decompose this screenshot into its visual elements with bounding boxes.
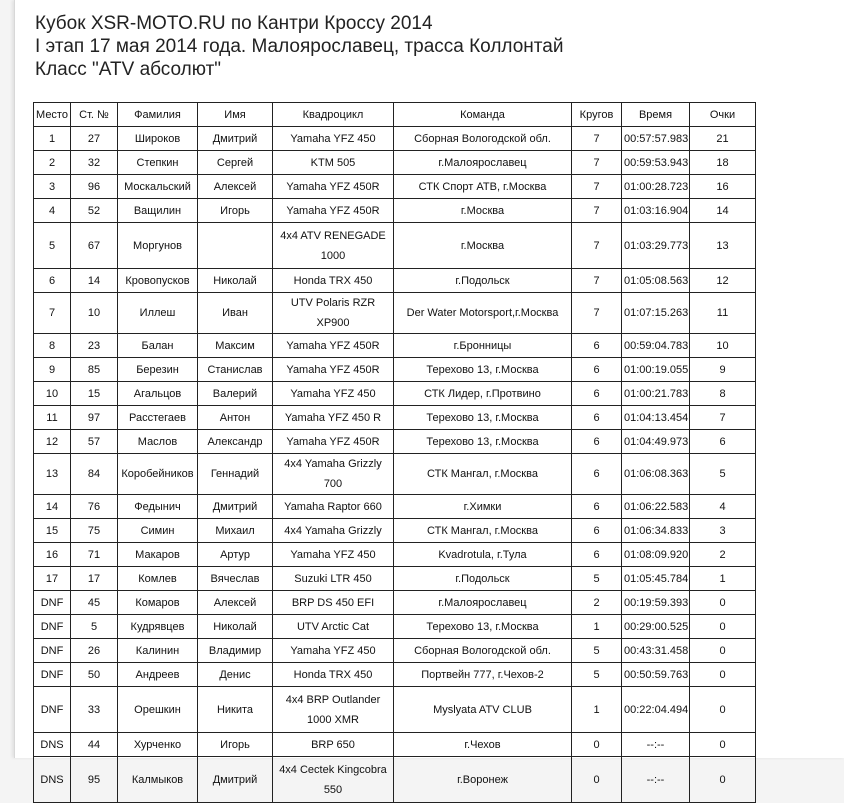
cell-laps: 7 [572, 199, 622, 223]
cell-vehicle: UTV Polaris RZR XP900 [273, 293, 394, 334]
table-row [34, 519, 756, 543]
cell-start-number: 33 [71, 687, 118, 733]
cell-place: 5 [34, 223, 71, 269]
cell-points: 0 [690, 687, 756, 733]
cell-vehicle: Yamaha YFZ 450 R [273, 406, 394, 430]
table-row [34, 454, 756, 495]
cell-time: --:-- [622, 757, 690, 803]
cell-time: 01:05:45.784 [622, 567, 690, 591]
cell-surname: Комаров [118, 591, 198, 615]
cell-start-number: 95 [71, 757, 118, 803]
cell-first-name: Игорь [198, 199, 273, 223]
cell-place: 4 [34, 199, 71, 223]
cell-start-number: 96 [71, 175, 118, 199]
document-page [14, 0, 844, 796]
cell-time: 01:04:13.454 [622, 406, 690, 430]
cell-laps: 7 [572, 269, 622, 293]
table-row [34, 151, 756, 175]
cell-points: 3 [690, 519, 756, 543]
cell-team: Портвейн 777, г.Чехов-2 [394, 663, 572, 687]
cell-first-name: Алексей [198, 175, 273, 199]
cell-points: 5 [690, 454, 756, 495]
cell-team: Терехово 13, г.Москва [394, 358, 572, 382]
cell-points: 0 [690, 591, 756, 615]
table-row [34, 358, 756, 382]
cell-place: 16 [34, 543, 71, 567]
cell-first-name: Михаил [198, 519, 273, 543]
cell-team: г.Химки [394, 495, 572, 519]
cell-team: г.Подольск [394, 567, 572, 591]
cell-first-name [198, 223, 273, 269]
cell-surname: Калмыков [118, 757, 198, 803]
cell-surname: Орешкин [118, 687, 198, 733]
cell-vehicle: Honda TRX 450 [273, 269, 394, 293]
cell-first-name: Иван [198, 293, 273, 334]
cell-start-number: 71 [71, 543, 118, 567]
cell-laps: 6 [572, 430, 622, 454]
cell-laps: 5 [572, 567, 622, 591]
cell-vehicle: Yamaha YFZ 450R [273, 175, 394, 199]
cell-place: DNF [34, 591, 71, 615]
cell-team: г.Малоярославец [394, 151, 572, 175]
cell-surname: Березин [118, 358, 198, 382]
cell-points: 12 [690, 269, 756, 293]
cell-time: 01:06:22.583 [622, 495, 690, 519]
cell-vehicle: Yamaha YFZ 450R [273, 430, 394, 454]
cell-laps: 6 [572, 543, 622, 567]
cell-start-number: 10 [71, 293, 118, 334]
cell-team: СТК Мангал, г.Москва [394, 454, 572, 495]
cell-start-number: 84 [71, 454, 118, 495]
cell-time: 01:03:29.773 [622, 223, 690, 269]
table-row [34, 495, 756, 519]
table-row [34, 543, 756, 567]
cell-team: Kvadrotula, г.Тула [394, 543, 572, 567]
cell-first-name: Николай [198, 269, 273, 293]
cell-surname: Расстегаев [118, 406, 198, 430]
cell-vehicle: Yamaha YFZ 450 [273, 543, 394, 567]
cell-surname: Агальцов [118, 382, 198, 406]
column-header-points: Очки [690, 103, 756, 127]
cell-team: г.Москва [394, 223, 572, 269]
cell-points: 0 [690, 615, 756, 639]
cell-first-name: Валерий [198, 382, 273, 406]
cell-points: 7 [690, 406, 756, 430]
cell-time: 00:19:59.393 [622, 591, 690, 615]
cup-title: Кубок XSR-MOTO.RU по Кантри Кроссу 2014 [35, 13, 433, 34]
cell-first-name: Игорь [198, 733, 273, 757]
results-table [33, 102, 756, 803]
cell-laps: 7 [572, 175, 622, 199]
cell-start-number: 57 [71, 430, 118, 454]
cell-surname: Ващилин [118, 199, 198, 223]
cell-time: 00:29:00.525 [622, 615, 690, 639]
cell-laps: 6 [572, 334, 622, 358]
cell-start-number: 27 [71, 127, 118, 151]
cell-team: Der Water Motorsport,г.Москва [394, 293, 572, 334]
cell-surname: Балан [118, 334, 198, 358]
cell-vehicle: BRP 650 [273, 733, 394, 757]
cell-vehicle: 4x4 BRP Outlander 1000 XMR [273, 687, 394, 733]
table-row [34, 757, 756, 803]
table-header-row [34, 103, 756, 127]
cell-place: DNS [34, 733, 71, 757]
cell-points: 13 [690, 223, 756, 269]
cell-vehicle: Suzuki LTR 450 [273, 567, 394, 591]
cell-surname: Макаров [118, 543, 198, 567]
cell-team: СТК Спорт АТВ, г.Москва [394, 175, 572, 199]
table-body [34, 127, 756, 803]
cell-time: 01:00:19.055 [622, 358, 690, 382]
cell-time: 00:59:04.783 [622, 334, 690, 358]
cell-first-name: Станислав [198, 358, 273, 382]
cell-start-number: 75 [71, 519, 118, 543]
cell-laps: 0 [572, 733, 622, 757]
table-row [34, 382, 756, 406]
cell-surname: Маслов [118, 430, 198, 454]
column-header-first-name: Имя [198, 103, 273, 127]
cell-team: Терехово 13, г.Москва [394, 430, 572, 454]
table-row [34, 293, 756, 334]
cell-first-name: Никита [198, 687, 273, 733]
cell-place: 12 [34, 430, 71, 454]
table-row [34, 639, 756, 663]
cell-team: СТК Мангал, г.Москва [394, 519, 572, 543]
table-row [34, 591, 756, 615]
cell-team: г.Воронеж [394, 757, 572, 803]
cell-start-number: 32 [71, 151, 118, 175]
cell-time: 01:06:08.363 [622, 454, 690, 495]
cell-time: 01:03:16.904 [622, 199, 690, 223]
cell-first-name: Александр [198, 430, 273, 454]
cell-start-number: 97 [71, 406, 118, 430]
column-header-start-number: Ст. № [71, 103, 118, 127]
cell-team: г.Чехов [394, 733, 572, 757]
cell-surname: Степкин [118, 151, 198, 175]
cell-first-name: Алексей [198, 591, 273, 615]
cell-first-name: Дмитрий [198, 757, 273, 803]
cell-time: 01:05:08.563 [622, 269, 690, 293]
cell-first-name: Максим [198, 334, 273, 358]
cell-vehicle: 4x4 Cectek Kingcobra 550 [273, 757, 394, 803]
cell-surname: Комлев [118, 567, 198, 591]
cell-start-number: 44 [71, 733, 118, 757]
cell-place: 14 [34, 495, 71, 519]
cell-first-name: Николай [198, 615, 273, 639]
cell-points: 0 [690, 663, 756, 687]
cell-start-number: 52 [71, 199, 118, 223]
cell-place: DNS [34, 757, 71, 803]
table-row [34, 567, 756, 591]
cell-first-name: Антон [198, 406, 273, 430]
cell-vehicle: Yamaha YFZ 450 [273, 127, 394, 151]
cell-team: Myslyata ATV CLUB [394, 687, 572, 733]
cell-laps: 5 [572, 639, 622, 663]
cell-laps: 6 [572, 495, 622, 519]
cell-place: 15 [34, 519, 71, 543]
cell-laps: 7 [572, 151, 622, 175]
cell-vehicle: Yamaha YFZ 450R [273, 358, 394, 382]
cell-team: Терехово 13, г.Москва [394, 615, 572, 639]
cell-points: 8 [690, 382, 756, 406]
cell-points: 16 [690, 175, 756, 199]
cell-surname: Иллеш [118, 293, 198, 334]
cell-time: 00:57:57.983 [622, 127, 690, 151]
cell-first-name: Артур [198, 543, 273, 567]
cell-time: 00:22:04.494 [622, 687, 690, 733]
cell-first-name: Вячеслав [198, 567, 273, 591]
document-heading [35, 12, 563, 81]
cell-time: 01:06:34.833 [622, 519, 690, 543]
cell-points: 2 [690, 543, 756, 567]
class-title: Класс "ATV абсолют" [35, 59, 222, 80]
cell-vehicle: Yamaha YFZ 450 [273, 382, 394, 406]
cell-place: DNF [34, 615, 71, 639]
column-header-place: Место [34, 103, 71, 127]
cell-vehicle: 4x4 Yamaha Grizzly 700 [273, 454, 394, 495]
cell-laps: 1 [572, 615, 622, 639]
cell-team: г.Бронницы [394, 334, 572, 358]
column-header-surname: Фамилия [118, 103, 198, 127]
cell-surname: Кровопусков [118, 269, 198, 293]
cell-points: 6 [690, 430, 756, 454]
cell-time: 01:00:28.723 [622, 175, 690, 199]
cell-vehicle: Yamaha YFZ 450R [273, 334, 394, 358]
cell-vehicle: Yamaha YFZ 450 [273, 639, 394, 663]
cell-start-number: 17 [71, 567, 118, 591]
cell-start-number: 15 [71, 382, 118, 406]
table-row [34, 663, 756, 687]
cell-points: 0 [690, 639, 756, 663]
cell-team: г.Подольск [394, 269, 572, 293]
cell-surname: Широков [118, 127, 198, 151]
table-row [34, 615, 756, 639]
cell-team: г.Малоярославец [394, 591, 572, 615]
cell-points: 14 [690, 199, 756, 223]
cell-first-name: Сергей [198, 151, 273, 175]
cell-team: Сборная Вологодской обл. [394, 127, 572, 151]
table-row [34, 199, 756, 223]
cell-vehicle: Honda TRX 450 [273, 663, 394, 687]
cell-laps: 6 [572, 454, 622, 495]
cell-place: DNF [34, 687, 71, 733]
cell-laps: 6 [572, 406, 622, 430]
cell-time: 01:04:49.973 [622, 430, 690, 454]
cell-points: 4 [690, 495, 756, 519]
table-row [34, 687, 756, 733]
cell-time: 00:43:31.458 [622, 639, 690, 663]
cell-points: 11 [690, 293, 756, 334]
table-row [34, 334, 756, 358]
cell-first-name: Дмитрий [198, 495, 273, 519]
column-header-vehicle: Квадроцикл [273, 103, 394, 127]
column-header-laps: Кругов [572, 103, 622, 127]
cell-place: 7 [34, 293, 71, 334]
cell-place: 17 [34, 567, 71, 591]
cell-place: 13 [34, 454, 71, 495]
cell-team: СТК Лидер, г.Протвино [394, 382, 572, 406]
cell-team: г.Москва [394, 199, 572, 223]
cell-surname: Федынич [118, 495, 198, 519]
cell-first-name: Денис [198, 663, 273, 687]
cell-place: 6 [34, 269, 71, 293]
cell-start-number: 45 [71, 591, 118, 615]
cell-place: 1 [34, 127, 71, 151]
cell-start-number: 85 [71, 358, 118, 382]
cell-points: 9 [690, 358, 756, 382]
column-header-team: Команда [394, 103, 572, 127]
cell-vehicle: BRP DS 450 EFI [273, 591, 394, 615]
cell-laps: 7 [572, 223, 622, 269]
cell-vehicle: UTV Arctic Cat [273, 615, 394, 639]
cell-points: 18 [690, 151, 756, 175]
cell-team: Сборная Вологодской обл. [394, 639, 572, 663]
cell-first-name: Геннадий [198, 454, 273, 495]
table-row [34, 269, 756, 293]
cell-place: DNF [34, 663, 71, 687]
table-row [34, 733, 756, 757]
table-row [34, 430, 756, 454]
cell-place: 11 [34, 406, 71, 430]
cell-surname: Москальский [118, 175, 198, 199]
cell-laps: 1 [572, 687, 622, 733]
cell-place: 2 [34, 151, 71, 175]
cell-time: 01:00:21.783 [622, 382, 690, 406]
cell-place: 3 [34, 175, 71, 199]
cell-start-number: 67 [71, 223, 118, 269]
cell-surname: Симин [118, 519, 198, 543]
cell-team: Терехово 13, г.Москва [394, 406, 572, 430]
cell-place: DNF [34, 639, 71, 663]
cell-time: --:-- [622, 733, 690, 757]
cell-vehicle: Yamaha Raptor 660 [273, 495, 394, 519]
cell-surname: Андреев [118, 663, 198, 687]
cell-time: 01:08:09.920 [622, 543, 690, 567]
table-row [34, 175, 756, 199]
cell-surname: Моргунов [118, 223, 198, 269]
cell-first-name: Дмитрий [198, 127, 273, 151]
cell-laps: 2 [572, 591, 622, 615]
cell-laps: 7 [572, 293, 622, 334]
cell-vehicle: 4x4 ATV RENEGADE 1000 [273, 223, 394, 269]
cell-surname: Хурченко [118, 733, 198, 757]
cell-time: 01:07:15.263 [622, 293, 690, 334]
cell-laps: 5 [572, 663, 622, 687]
cell-start-number: 76 [71, 495, 118, 519]
table-row [34, 406, 756, 430]
cell-points: 0 [690, 757, 756, 803]
stage-subtitle: I этап 17 мая 2014 года. Малоярославец, трасса Коллонтай [35, 36, 564, 57]
cell-vehicle: KTM 505 [273, 151, 394, 175]
cell-vehicle: 4x4 Yamaha Grizzly [273, 519, 394, 543]
cell-time: 00:50:59.763 [622, 663, 690, 687]
cell-laps: 7 [572, 127, 622, 151]
cell-laps: 6 [572, 519, 622, 543]
cell-surname: Калинин [118, 639, 198, 663]
cell-place: 8 [34, 334, 71, 358]
cell-time: 00:59:53.943 [622, 151, 690, 175]
cell-start-number: 23 [71, 334, 118, 358]
cell-laps: 6 [572, 382, 622, 406]
cell-surname: Коробейников [118, 454, 198, 495]
cell-start-number: 5 [71, 615, 118, 639]
cell-start-number: 14 [71, 269, 118, 293]
cell-vehicle: Yamaha YFZ 450R [273, 199, 394, 223]
cell-surname: Кудрявцев [118, 615, 198, 639]
cell-place: 9 [34, 358, 71, 382]
cell-points: 0 [690, 733, 756, 757]
column-header-time: Время [622, 103, 690, 127]
cell-first-name: Владимир [198, 639, 273, 663]
cell-points: 1 [690, 567, 756, 591]
table-row [34, 127, 756, 151]
cell-points: 10 [690, 334, 756, 358]
cell-laps: 0 [572, 757, 622, 803]
cell-place: 10 [34, 382, 71, 406]
table-row [34, 223, 756, 269]
cell-points: 21 [690, 127, 756, 151]
cell-start-number: 26 [71, 639, 118, 663]
cell-start-number: 50 [71, 663, 118, 687]
cell-laps: 6 [572, 358, 622, 382]
